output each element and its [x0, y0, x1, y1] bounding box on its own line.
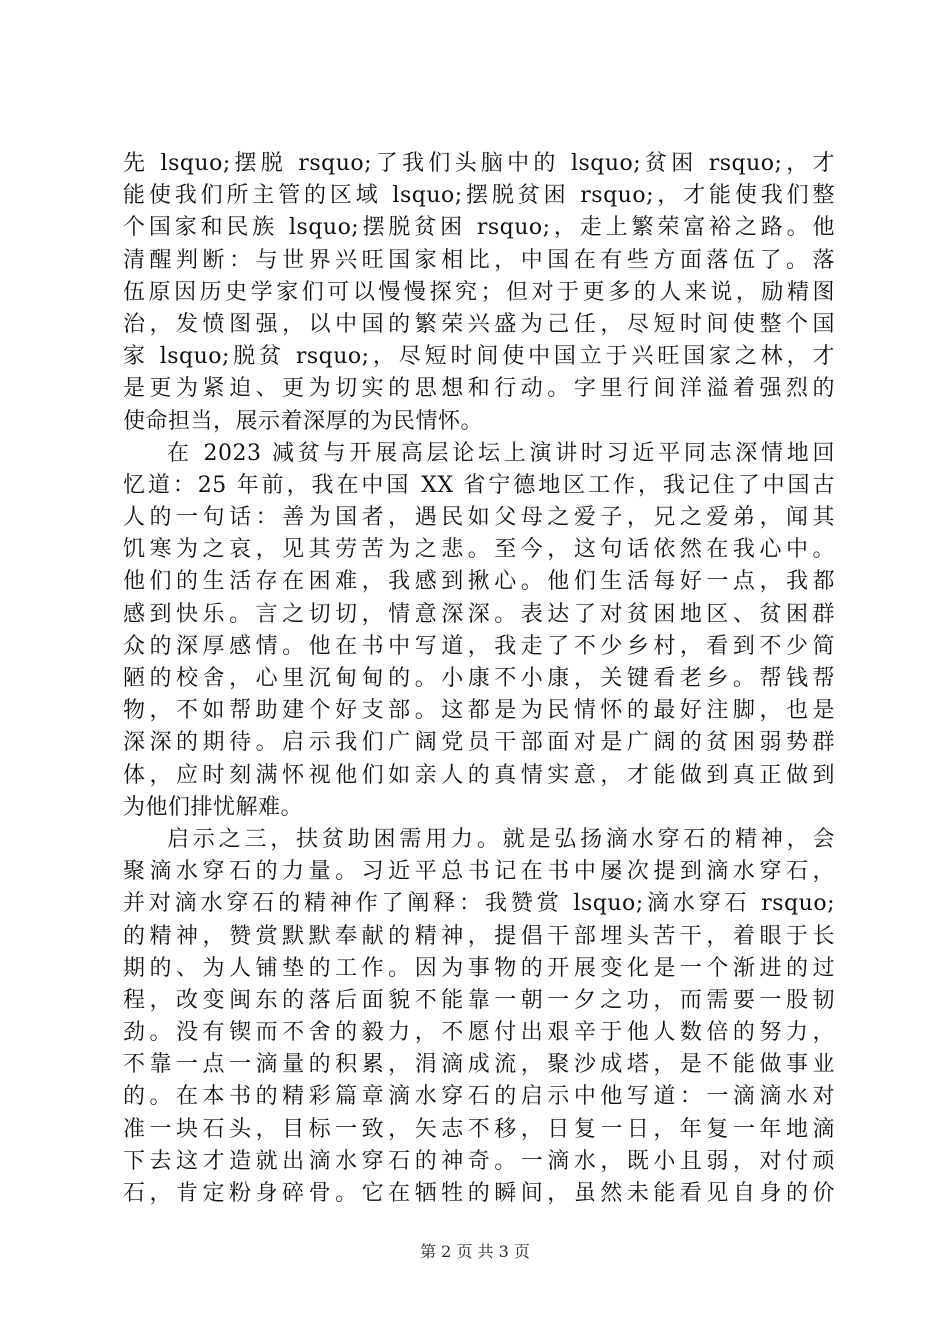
text-line: 体，应时刻满怀视他们如亲人的真情实意，才能做到真正做到 — [123, 762, 835, 788]
text-line: 陋的校舍，心里沉甸甸的。小康不小康，关键看老乡。帮钱帮 — [123, 666, 835, 691]
text-line: 深深的期待。启示我们广阔党员干部面对是广阔的贫困弱势群 — [123, 730, 835, 756]
text-line: 众的深厚感情。他在书中写道，我走了不少乡村，看到不少简 — [123, 633, 835, 659]
page-footer: 第 2 页 共 3 页 — [420, 1242, 530, 1261]
text-line: 并对滴水穿石的精神作了阐释：我赞赏 lsquo;滴水穿石 rsquo; — [123, 891, 835, 917]
text-line: 程，改变闽东的落后面貌不能靠一朝一夕之功，而需要一股韧 — [123, 987, 835, 1013]
text-line: 人的一句话：善为国者，遇民如父母之爱子，兄之爱弟，闻其 — [123, 505, 835, 531]
text-line: 先 lsquo;摆脱 rsquo;了我们头脑中的 lsquo;贫困 rsquo;，才 — [123, 151, 835, 176]
text-line: 是更为紧迫、更为切实的思想和行动。字里行间洋溢着强烈的 — [123, 376, 835, 402]
paragraph-first-line: 启示之三，扶贫助困需用力。就是弘扬滴水穿石的精神，会 — [167, 826, 835, 852]
body-text — [123, 148, 835, 1210]
text-line: 准一块石头，目标一致，矢志不移，日复一日，年复一年地滴 — [123, 1116, 835, 1142]
text-line: 他们的生活存在困难，我感到揪心。他们生活每好一点，我都 — [123, 569, 835, 595]
text-line: 的精神，赞赏默默奉献的精神，提倡干部埋头苦干，着眼于长 — [123, 923, 835, 949]
text-line: 下去这才造就出滴水穿石的神奇。一滴水，既小且弱，对付顽 — [123, 1148, 835, 1174]
text-line: 聚滴水穿石的力量。习近平总书记在书中屡次提到滴水穿石， — [123, 859, 835, 885]
text-line: 饥寒为之哀，见其劳苦为之悲。至今，这句话依然在我心中。 — [123, 537, 835, 563]
text-line: 忆道：25 年前，我在中国 XX 省宁德地区工作，我记住了中国古 — [123, 472, 835, 498]
text-line: 治，发愤图强，以中国的繁荣兴盛为己任，尽短时间使整个国 — [123, 311, 835, 337]
text-line: 清醒判断：与世界兴旺国家相比，中国在有些方面落伍了。落 — [123, 247, 835, 273]
text-line: 个国家和民族 lsquo;摆脱贫困 rsquo;，走上繁荣富裕之路。他 — [123, 215, 835, 241]
text-line: 不靠一点一滴量的积累，涓滴成流，聚沙成塔，是不能做事业 — [123, 1052, 835, 1078]
text-line: 家 lsquo;脱贫 rsquo;，尽短时间使中国立于兴旺国家之林，才 — [123, 344, 835, 370]
text-line: 劲。没有锲而不舍的毅力，不愿付出艰辛于他人数倍的努力， — [123, 1020, 835, 1046]
text-line: 使命担当，展示着深厚的为民情怀。 — [123, 408, 484, 434]
text-line: 能使我们所主管的区域 lsquo;摆脱贫困 rsquo;，才能使我们整 — [123, 183, 835, 209]
text-line: 感到快乐。言之切切，情意深深。表达了对贫困地区、贫困群 — [123, 601, 835, 627]
text-line: 为他们排忧解难。 — [123, 794, 304, 820]
text-line: 的。在本书的精彩篇章滴水穿石的启示中他写道：一滴滴水对 — [123, 1084, 835, 1110]
text-line: 伍原因历史学家们可以慢慢探究；但对于更多的人来说，励精图 — [123, 279, 835, 305]
paragraph-first-line: 在 2023 减贫与开展高层论坛上演讲时习近平同志深情地回 — [167, 440, 835, 466]
text-line: 石，肯定粉身碎骨。它在牺牲的瞬间，虽然未能看见自身的价 — [123, 1181, 835, 1206]
text-line: 物，不如帮助建个好支部。这都是为民情怀的最好注脚，也是 — [123, 698, 835, 724]
text-line: 期的、为人铺垫的工作。因为事物的开展变化是一个渐进的过 — [123, 955, 835, 981]
